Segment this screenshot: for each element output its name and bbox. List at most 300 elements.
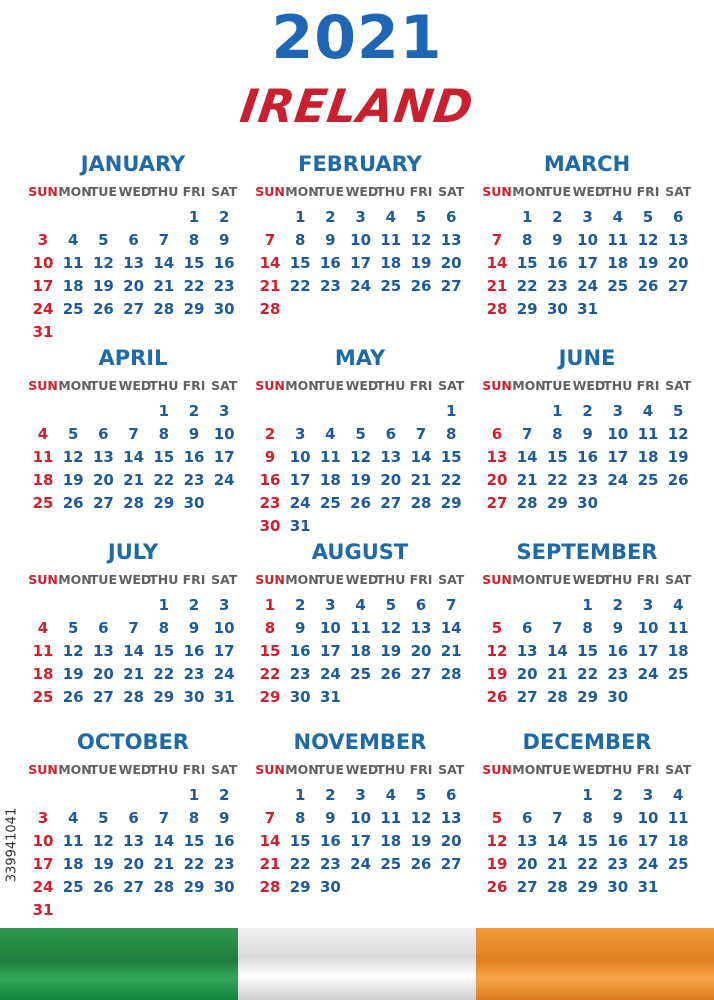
day-cell: 6 [521, 809, 533, 827]
day-cell: 19 [350, 471, 372, 489]
day-cell: 5 [642, 208, 654, 226]
day-cell: 9 [582, 425, 593, 443]
day-cell: 7 [552, 619, 563, 637]
irish-flag [0, 928, 714, 1000]
day-cell: 28 [546, 688, 568, 706]
day-cell: 17 [350, 254, 372, 272]
weekday-thu: THU [149, 762, 179, 777]
day-cell: 15 [577, 642, 599, 660]
day-cell: 14 [486, 254, 508, 272]
month-name: MAY [334, 346, 386, 370]
weekday-wed: WED [572, 762, 606, 777]
day-cell: 10 [577, 231, 599, 249]
day-cell: 19 [486, 665, 508, 683]
day-cell: 15 [183, 254, 205, 272]
weekday-tue: TUE [316, 184, 344, 199]
day-cell: 11 [667, 619, 689, 637]
day-cell: 5 [67, 619, 79, 637]
day-cell: 13 [380, 448, 402, 466]
weekday-sat: SAT [211, 184, 238, 199]
day-cell: 24 [32, 878, 54, 896]
day-cell: 10 [213, 619, 235, 637]
day-cell: 6 [491, 425, 503, 443]
weekday-thu: THU [149, 378, 179, 393]
month-january [28, 150, 238, 340]
day-cell: 1 [294, 786, 306, 804]
weekday-fri: FRI [182, 762, 206, 777]
day-cell: 26 [410, 277, 432, 295]
day-cell: 7 [521, 425, 533, 443]
month-name: AUGUST [311, 540, 409, 564]
weekday-mon: MON [512, 184, 546, 199]
weekday-fri: FRI [182, 184, 206, 199]
day-cell: 1 [445, 402, 457, 420]
day-cell: 22 [153, 471, 175, 489]
day-cell: 4 [672, 596, 684, 614]
day-cell: 14 [153, 254, 175, 272]
day-cell: 3 [582, 208, 593, 226]
day-cell: 22 [440, 471, 462, 489]
weekday-fri: FRI [636, 572, 660, 587]
day-cell: 10 [637, 809, 659, 827]
weekday-sat: SAT [665, 762, 692, 777]
day-cell: 6 [98, 425, 109, 443]
day-cell: 2 [294, 596, 306, 614]
day-cell: 10 [289, 448, 311, 466]
day-cell: 19 [92, 855, 114, 873]
day-cell: 30 [183, 494, 205, 512]
day-cell: 6 [521, 619, 533, 637]
day-cell: 12 [410, 231, 432, 249]
day-cell: 24 [350, 855, 372, 873]
day-cell: 20 [123, 855, 145, 873]
weekday-sat: SAT [211, 762, 238, 777]
weekday-wed: WED [345, 184, 379, 199]
day-cell: 27 [516, 688, 538, 706]
month-name: SEPTEMBER [516, 540, 658, 564]
weekday-mon: MON [512, 378, 546, 393]
day-cell: 6 [672, 208, 684, 226]
day-cell: 30 [289, 688, 311, 706]
weekday-mon: MON [58, 762, 92, 777]
weekday-tue: TUE [89, 184, 117, 199]
day-cell: 30 [607, 688, 629, 706]
weekday-mon: MON [285, 378, 319, 393]
day-cell: 18 [62, 855, 84, 873]
day-cell: 15 [546, 448, 568, 466]
day-cell: 23 [213, 855, 235, 873]
day-cell: 3 [37, 231, 49, 249]
day-cell: 4 [385, 208, 397, 226]
month-name: APRIL [98, 346, 168, 370]
day-cell: 27 [486, 494, 508, 512]
day-cell: 18 [380, 832, 402, 850]
day-cell: 8 [294, 809, 306, 827]
weekday-thu: THU [603, 762, 633, 777]
day-cell: 13 [667, 231, 689, 249]
weekday-tue: TUE [543, 762, 571, 777]
day-cell: 2 [218, 786, 230, 804]
stock-id-strip [0, 760, 24, 930]
month-name: NOVEMBER [293, 730, 427, 754]
day-cell: 12 [92, 832, 114, 850]
day-cell: 23 [607, 665, 629, 683]
day-cell: 27 [92, 688, 114, 706]
weekday-mon: MON [285, 184, 319, 199]
day-cell: 30 [259, 517, 281, 535]
day-cell: 20 [440, 254, 462, 272]
day-cell: 22 [289, 277, 311, 295]
weekday-thu: THU [376, 762, 406, 777]
month-may [255, 344, 465, 534]
day-cell: 3 [355, 208, 366, 226]
day-cell: 13 [123, 254, 145, 272]
day-cell: 22 [577, 665, 599, 683]
day-cell: 24 [607, 471, 629, 489]
day-cell: 24 [319, 665, 341, 683]
day-cell: 1 [582, 786, 593, 804]
month-name: DECEMBER [522, 730, 652, 754]
day-cell: 21 [259, 277, 281, 295]
day-cell: 1 [552, 402, 563, 420]
day-cell: 9 [325, 231, 336, 249]
day-cell: 13 [123, 832, 145, 850]
day-cell: 20 [410, 642, 432, 660]
day-cell: 14 [440, 619, 462, 637]
day-cell: 2 [612, 786, 624, 804]
month-november [255, 728, 465, 918]
day-cell: 11 [380, 809, 402, 827]
day-cell: 29 [516, 300, 538, 318]
weekday-wed: WED [345, 762, 379, 777]
weekday-wed: WED [572, 184, 606, 199]
day-cell: 13 [440, 231, 462, 249]
day-cell: 10 [350, 231, 372, 249]
weekday-tue: TUE [89, 572, 117, 587]
weekday-sun: SUN [482, 762, 512, 777]
day-cell: 1 [582, 596, 593, 614]
day-cell: 27 [123, 300, 145, 318]
day-cell: 29 [183, 300, 205, 318]
day-cell: 7 [158, 809, 170, 827]
day-cell: 2 [218, 208, 230, 226]
day-cell: 2 [188, 402, 200, 420]
weekday-sat: SAT [438, 378, 465, 393]
weekday-thu: THU [603, 378, 633, 393]
weekday-thu: THU [603, 572, 633, 587]
day-cell: 9 [294, 619, 306, 637]
weekday-sat: SAT [665, 184, 692, 199]
weekday-fri: FRI [182, 378, 206, 393]
day-cell: 17 [32, 277, 54, 295]
day-cell: 26 [667, 471, 689, 489]
day-cell: 27 [440, 855, 462, 873]
day-cell: 15 [153, 642, 175, 660]
day-cell: 21 [153, 855, 175, 873]
day-cell: 13 [516, 832, 538, 850]
day-cell: 8 [188, 231, 200, 249]
day-cell: 16 [319, 832, 341, 850]
weekday-tue: TUE [89, 762, 117, 777]
day-cell: 23 [259, 494, 281, 512]
day-cell: 4 [67, 809, 79, 827]
day-cell: 12 [380, 619, 402, 637]
day-cell: 20 [380, 471, 402, 489]
day-cell: 9 [188, 619, 200, 637]
day-cell: 7 [264, 231, 276, 249]
weekday-sat: SAT [665, 378, 692, 393]
day-cell: 21 [546, 665, 568, 683]
day-cell: 29 [577, 878, 599, 896]
day-cell: 4 [642, 402, 654, 420]
day-cell: 15 [289, 254, 311, 272]
day-cell: 3 [642, 596, 654, 614]
day-cell: 28 [259, 878, 281, 896]
day-cell: 14 [259, 832, 281, 850]
day-cell: 8 [158, 619, 170, 637]
day-cell: 14 [123, 642, 145, 660]
day-cell: 3 [218, 596, 230, 614]
day-cell: 5 [672, 402, 684, 420]
day-cell: 1 [188, 208, 200, 226]
day-cell: 12 [667, 425, 689, 443]
day-cell: 11 [637, 425, 659, 443]
day-cell: 28 [123, 494, 145, 512]
day-cell: 2 [188, 596, 200, 614]
day-cell: 4 [672, 786, 684, 804]
weekday-tue: TUE [316, 762, 344, 777]
day-cell: 31 [289, 517, 311, 535]
day-cell: 26 [637, 277, 659, 295]
day-cell: 3 [612, 402, 624, 420]
day-cell: 23 [546, 277, 568, 295]
day-cell: 12 [410, 809, 432, 827]
day-cell: 22 [546, 471, 568, 489]
weekday-thu: THU [603, 184, 633, 199]
day-cell: 12 [486, 832, 508, 850]
day-cell: 2 [325, 786, 336, 804]
weekday-wed: WED [118, 762, 152, 777]
weekday-sun: SUN [28, 762, 58, 777]
day-cell: 26 [410, 855, 432, 873]
day-cell: 11 [380, 231, 402, 249]
weekday-tue: TUE [543, 378, 571, 393]
day-cell: 10 [319, 619, 341, 637]
day-cell: 18 [667, 642, 689, 660]
day-cell: 24 [213, 471, 235, 489]
day-cell: 13 [410, 619, 432, 637]
day-cell: 25 [319, 494, 341, 512]
day-cell: 12 [486, 642, 508, 660]
weekday-thu: THU [376, 184, 406, 199]
day-cell: 7 [264, 809, 276, 827]
day-cell: 5 [415, 786, 427, 804]
day-cell: 22 [289, 855, 311, 873]
day-cell: 29 [259, 688, 281, 706]
day-cell: 17 [213, 448, 235, 466]
day-cell: 10 [32, 254, 54, 272]
day-cell: 8 [582, 809, 593, 827]
day-cell: 24 [577, 277, 599, 295]
day-cell: 19 [380, 642, 402, 660]
weekday-tue: TUE [316, 572, 344, 587]
day-cell: 21 [259, 855, 281, 873]
day-cell: 16 [183, 642, 205, 660]
day-cell: 18 [637, 448, 659, 466]
day-cell: 13 [486, 448, 508, 466]
weekday-fri: FRI [636, 184, 660, 199]
weekday-wed: WED [345, 572, 379, 587]
day-cell: 10 [213, 425, 235, 443]
day-cell: 1 [294, 208, 306, 226]
day-cell: 14 [259, 254, 281, 272]
day-cell: 12 [350, 448, 372, 466]
day-cell: 27 [667, 277, 689, 295]
weekday-wed: WED [118, 184, 152, 199]
day-cell: 7 [552, 809, 563, 827]
day-cell: 29 [289, 878, 311, 896]
day-cell: 6 [128, 231, 139, 249]
day-cell: 10 [637, 619, 659, 637]
weekday-mon: MON [285, 572, 319, 587]
month-march [482, 150, 692, 340]
weekday-fri: FRI [409, 572, 433, 587]
day-cell: 26 [92, 878, 114, 896]
month-name: JANUARY [80, 152, 186, 176]
day-cell: 31 [213, 688, 235, 706]
weekday-sun: SUN [255, 378, 285, 393]
weekday-sat: SAT [438, 762, 465, 777]
day-cell: 11 [32, 642, 54, 660]
weekday-sun: SUN [482, 572, 512, 587]
day-cell: 19 [62, 665, 84, 683]
weekday-wed: WED [572, 572, 606, 587]
day-cell: 27 [410, 665, 432, 683]
day-cell: 12 [62, 642, 84, 660]
weekday-sun: SUN [255, 572, 285, 587]
day-cell: 26 [486, 688, 508, 706]
day-cell: 20 [92, 665, 114, 683]
month-december [482, 728, 692, 918]
day-cell: 20 [516, 665, 538, 683]
day-cell: 21 [486, 277, 508, 295]
day-cell: 17 [319, 642, 341, 660]
day-cell: 25 [62, 300, 84, 318]
day-cell: 19 [667, 448, 689, 466]
weekday-mon: MON [58, 184, 92, 199]
month-name: JUNE [558, 346, 616, 370]
day-cell: 31 [637, 878, 659, 896]
day-cell: 30 [546, 300, 568, 318]
day-cell: 22 [153, 665, 175, 683]
day-cell: 2 [264, 425, 276, 443]
day-cell: 15 [516, 254, 538, 272]
day-cell: 31 [577, 300, 599, 318]
day-cell: 20 [440, 832, 462, 850]
weekday-fri: FRI [636, 378, 660, 393]
day-cell: 16 [183, 448, 205, 466]
day-cell: 16 [259, 471, 281, 489]
month-october [28, 728, 238, 918]
day-cell: 8 [582, 619, 593, 637]
day-cell: 3 [355, 786, 366, 804]
day-cell: 7 [128, 619, 139, 637]
day-cell: 23 [607, 855, 629, 873]
day-cell: 10 [607, 425, 629, 443]
day-cell: 21 [153, 277, 175, 295]
day-cell: 9 [552, 231, 563, 249]
day-cell: 15 [153, 448, 175, 466]
day-cell: 25 [380, 277, 402, 295]
weekday-fri: FRI [409, 184, 433, 199]
day-cell: 21 [440, 642, 462, 660]
day-cell: 29 [546, 494, 568, 512]
month-july [28, 538, 238, 728]
day-cell: 18 [667, 832, 689, 850]
day-cell: 25 [32, 494, 54, 512]
day-cell: 15 [440, 448, 462, 466]
day-cell: 7 [158, 231, 170, 249]
stock-id-text: 339941041 [4, 807, 20, 883]
day-cell: 22 [577, 855, 599, 873]
day-cell: 2 [325, 208, 336, 226]
month-august [255, 538, 465, 728]
day-cell: 6 [128, 809, 139, 827]
day-cell: 16 [213, 832, 235, 850]
day-cell: 6 [385, 425, 397, 443]
day-cell: 24 [350, 277, 372, 295]
day-cell: 31 [32, 901, 54, 919]
day-cell: 25 [667, 665, 689, 683]
day-cell: 3 [218, 402, 230, 420]
month-april [28, 344, 238, 534]
weekday-mon: MON [58, 572, 92, 587]
day-cell: 5 [98, 809, 109, 827]
day-cell: 13 [92, 642, 114, 660]
day-cell: 30 [183, 688, 205, 706]
day-cell: 9 [218, 809, 230, 827]
day-cell: 28 [259, 300, 281, 318]
day-cell: 31 [32, 323, 54, 341]
day-cell: 12 [92, 254, 114, 272]
day-cell: 13 [516, 642, 538, 660]
day-cell: 14 [546, 832, 568, 850]
day-cell: 18 [32, 471, 54, 489]
day-cell: 4 [355, 596, 366, 614]
day-cell: 14 [546, 642, 568, 660]
day-cell: 20 [123, 277, 145, 295]
weekday-mon: MON [285, 762, 319, 777]
weekday-thu: THU [376, 572, 406, 587]
month-june [482, 344, 692, 534]
day-cell: 15 [577, 832, 599, 850]
weekday-fri: FRI [182, 572, 206, 587]
day-cell: 9 [612, 619, 624, 637]
day-cell: 26 [486, 878, 508, 896]
day-cell: 16 [289, 642, 311, 660]
day-cell: 27 [380, 494, 402, 512]
weekday-sun: SUN [482, 184, 512, 199]
day-cell: 16 [607, 642, 629, 660]
day-cell: 3 [37, 809, 49, 827]
day-cell: 13 [92, 448, 114, 466]
day-cell: 18 [62, 277, 84, 295]
weekday-mon: MON [512, 572, 546, 587]
day-cell: 30 [607, 878, 629, 896]
day-cell: 23 [213, 277, 235, 295]
day-cell: 16 [319, 254, 341, 272]
day-cell: 24 [32, 300, 54, 318]
